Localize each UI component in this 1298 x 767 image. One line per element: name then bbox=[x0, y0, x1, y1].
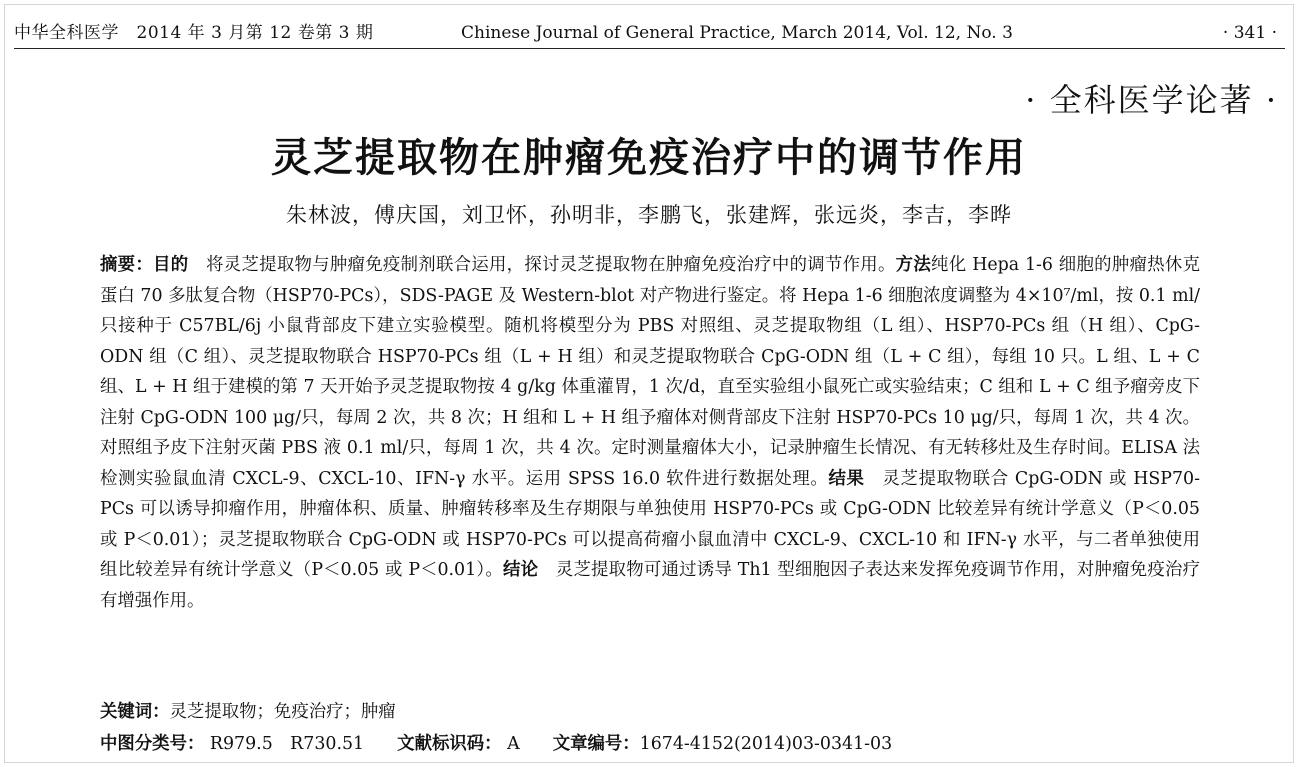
doc-code-label: 文献标识码： bbox=[397, 734, 502, 754]
article-no-value: 1674-4152(2014)03-0341-03 bbox=[639, 734, 893, 754]
objective-label: 目的 bbox=[153, 255, 189, 275]
page-number: · 341 · bbox=[1222, 23, 1277, 43]
methods-text: 纯化 Hepa 1-6 细胞的肿瘤热休克蛋白 70 多肽复合物（HSP70-PCs），SDS-PAGE 及 Western-blot 对产物进行鉴定。将 Hepa 1-6 细胞浓度调整为 4×10⁷/ml，按 0.1 ml/只接种于 C57BL/6j 小鼠背部皮下建立实验模型。随机将模型分为 PBS 对照组、灵芝提取物组（L 组）、HSP70-PCs 组（H 组）、CpG-ODN 组（C 组）、灵芝提取物联合 HSP70-PCs 组（L + H 组）和灵芝提取物联合 CpG-ODN 组（L + C 组），每组 10 只。L 组、L + C 组、L + H 组于建模的第 7 天开始予灵芝提取物按 4 g/kg 体重灌胃，1 次/d，直至实验组小鼠死亡或实验结束；C 组和 L + C 组予瘤旁皮下注射 CpG-ODN 100 μg/只，每周 2 次，共 8 次；H 组和 L + H 组予瘤体对侧背部皮下注射 HSP70-PCs 10 μg/只，每周 1 次，共 4 次。对照组予皮下注射灭菌 PBS 液 0.1 ml/只，每周 1 次，共 4 次。定时测量瘤体大小，记录肿瘤生长情况、有无转移灶及生存时间。ELISA 法检测实验鼠血清 CXCL-9、CXCL-10、IFN-γ 水平。运用 SPSS 16.0 软件进行数据处理。 bbox=[100, 255, 1200, 489]
author-list: 朱林波，傅庆国，刘卫怀，孙明非，李鹏飞，张建辉，张远炎，李吉，李晔 bbox=[286, 203, 1012, 227]
conclusion-text: 灵芝提取物可通过诱导 Th1 型细胞因子表达来发挥免疫调节作用，对肿瘤免疫治疗有增强作用。 bbox=[100, 560, 1200, 611]
conclusion-label: 结论 bbox=[502, 560, 539, 580]
column-tag: · 全科医学论著 · bbox=[1025, 81, 1278, 119]
classification-line bbox=[100, 730, 1200, 758]
results-text: 灵芝提取物联合 CpG-ODN 或 HSP70-PCs 可以诱导抑瘤作用，肿瘤体积、质量、肿瘤转移率及生存期限与单独使用 HSP70-PCs 或 CpG-ODN 比较差异有统计学意义（P＜0.05 或 P＜0.01）；灵芝提取物联合 CpG-ODN 或 HSP70-PCs 可以提高荷瘤小鼠血清中 CXCL-9、CXCL-10 和 IFN-γ 水平，与二者单独使用组比较差异有统计学意义（P＜0.05 或 P＜0.01）。 bbox=[100, 468, 1200, 580]
results-label: 结果 bbox=[828, 468, 865, 489]
keywords-label: 关键词： bbox=[100, 702, 170, 722]
abstract-paragraph bbox=[100, 250, 1200, 616]
journal-name-en: Chinese Journal of General Practice, March 2014, Vol. 12, No. 3 bbox=[461, 23, 1013, 43]
clc-label: 中图分类号： bbox=[100, 734, 205, 754]
article-title: 灵芝提取物在肿瘤免疫治疗中的调节作用 bbox=[271, 134, 1027, 181]
abstract bbox=[100, 250, 1200, 616]
journal-name-cn: 中华全科医学 2014 年 3 月第 12 卷第 3 期 bbox=[14, 23, 374, 43]
keywords bbox=[100, 698, 1200, 726]
running-header bbox=[14, 22, 1285, 49]
article-no-label: 文章编号： bbox=[552, 734, 640, 754]
clc-value: R979.5 R730.51 bbox=[209, 734, 365, 754]
doc-code-value: A bbox=[507, 734, 520, 754]
methods-label: 方法 bbox=[895, 255, 932, 275]
objective-text: 将灵芝提取物与肿瘤免疫制剂联合运用，探讨灵芝提取物在肿瘤免疫治疗中的调节作用。 bbox=[188, 255, 896, 275]
keywords-value: 灵芝提取物；免疫治疗；肿瘤 bbox=[169, 702, 396, 722]
abstract-label: 摘要： bbox=[100, 255, 154, 275]
